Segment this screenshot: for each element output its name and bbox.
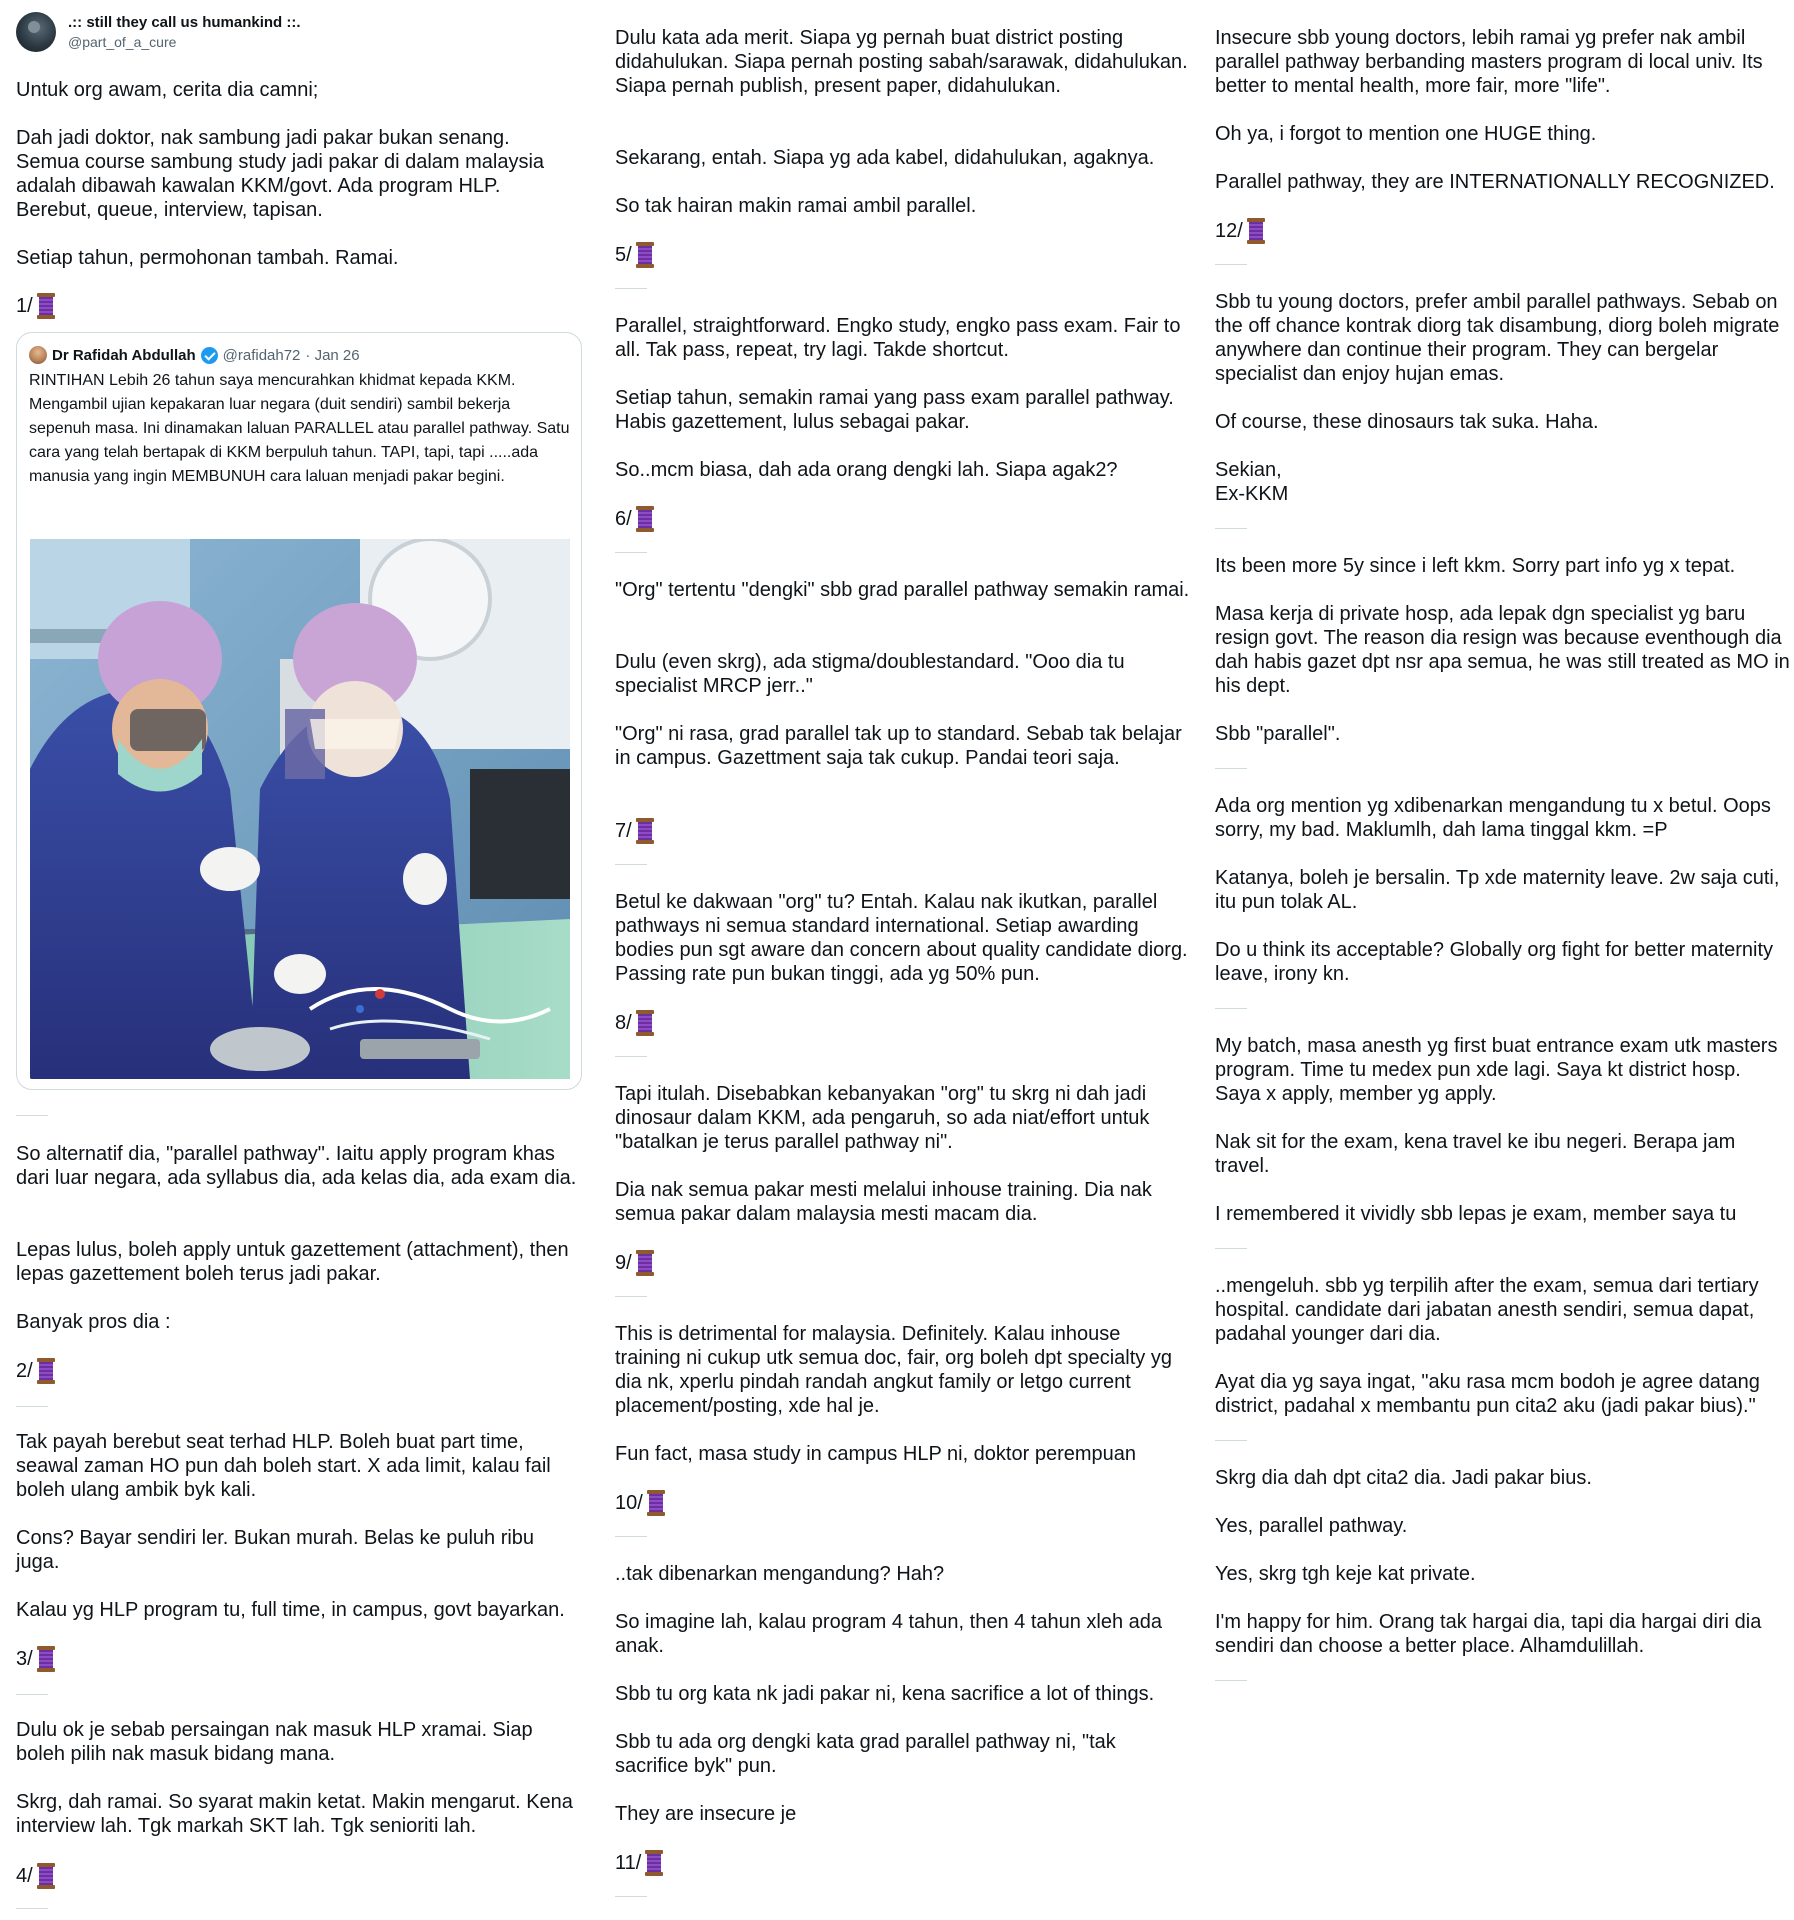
spool-of-thread-icon [35,1646,57,1672]
thread-number-label: 11/ [615,1852,642,1874]
thread-number [615,818,656,844]
surgeons-photo-illustration [30,539,570,1079]
thread-number [615,242,656,268]
divider [615,1536,647,1537]
divider [16,1115,48,1116]
quoted-tweet-photo[interactable] [30,539,570,1079]
tweet-13-signoff: Sekian, Ex-KKM [1215,459,1289,505]
tweet-14-text: Masa kerja di private hosp, ada lepak dgn specialist yg baru resign govt. The reason dia resign was because eventhough dia dah habis gazet dpt nsr apa semua, he was still treated as MO in his dept. [1215,603,1790,697]
quoted-tweet[interactable] [16,332,582,1090]
thread-number-label: 2/ [16,1360,33,1382]
tweet-11-text: ..tak dibenarkan mengandung? Hah? [615,1563,945,1585]
divider [615,1056,647,1057]
tweet-18-text: Yes, parallel pathway. [1215,1515,1408,1537]
thread-number-label: 7/ [615,820,632,842]
quoted-tweet-text: RINTIHAN Lebih 26 tahun saya mencurahkan khidmat kepada KKM. Mengambil ujian kepakaran luar negara (duit sendiri) sambil bekerja sepenuh masa. Ini dinamakan laluan PARALLEL atau parallel pathway. Satu cara yang telah bertapak di KKM berpuluh tahun. TAPI, tapi, tapi .....ada manusia yang ingin MEMBUNUH cara laluan menjadi pakar begini. [29,372,570,485]
thread-number [615,506,656,532]
quoted-tweet-date[interactable]: · Jan 26 [305,346,360,364]
tweet-9-text: Tapi itulah. Disebabkan kebanyakan "org" tu skrg ni dah jadi dinosaur dalam KKM, ada pengaruh, so ada niat/effort untuk "batalkan je terus parallel pathway ni". [615,1083,1150,1153]
tweet-3-text: Tak payah berebut seat terhad HLP. Boleh buat part time, seawal zaman HO pun dah boleh start. X ada limit, kalau fail boleh ulang ambik byk kali. [16,1431,551,1501]
divider [615,288,647,289]
spool-of-thread-icon [634,1010,656,1036]
author-handle[interactable]: @part_of_a_cure [68,34,177,50]
spool-of-thread-icon [35,293,57,319]
spool-of-thread-icon [634,818,656,844]
tweet-12-text: Parallel pathway, they are INTERNATIONALLY RECOGNIZED. [1215,171,1775,193]
tweet-3-text: Cons? Bayar sendiri ler. Bukan murah. Belas ke puluh ribu juga. [16,1527,535,1573]
thread-number-label: 9/ [615,1252,632,1274]
thread-number [16,1646,57,1672]
tweet-12-text: Insecure sbb young doctors, lebih ramai yg prefer nak ambil parallel pathway berbanding masters program di local univ. Its better to mental health, more fair, more "life". [1215,27,1763,97]
tweet-14-text: Sbb "parallel". [1215,723,1341,745]
tweet-4-text: Skrg, dah ramai. So syarat makin ketat. Makin mengarut. Kena interview lah. Tgk markah SKT lah. Tgk senioriti lah. [16,1791,573,1837]
spool-of-thread-icon [634,1250,656,1276]
tweet-5-text: So tak hairan makin ramai ambil parallel. [615,195,977,217]
divider [1215,1248,1247,1249]
tweet-6-text: Setiap tahun, semakin ramai yang pass exam parallel pathway. Habis gazettement, lulus sebagai pakar. [615,387,1174,433]
divider [16,1908,48,1909]
tweet-6-text: So..mcm biasa, dah ada orang dengki lah. Siapa agak2? [615,459,1118,481]
thread-number-label: 5/ [615,244,632,266]
thread-number-label: 1/ [16,295,33,317]
divider [615,552,647,553]
thread-number-label: 3/ [16,1648,33,1670]
tweet-7-text: "Org" ni rasa, grad parallel tak up to standard. Sebab tak belajar in campus. Gazettment saja tak cukup. Pandai teori saja. [615,723,1182,769]
spool-of-thread-icon [643,1850,665,1876]
tweet-5-text: Sekarang, entah. Siapa yg ada kabel, didahulukan, agaknya. [615,147,1155,169]
thread-number [615,1490,667,1516]
tweet-15-text: Ada org mention yg xdibenarkan mengandung tu x betul. Oops sorry, my bad. Maklumlh, dah lama tinggal kkm. =P [1215,795,1771,841]
divider [16,1694,48,1695]
thread-number [16,1358,57,1384]
tweet-1-text: Untuk org awam, cerita dia camni; [16,79,319,101]
divider [1215,1440,1247,1441]
tweet-10-text: Fun fact, masa study in campus HLP ni, doktor perempuan [615,1443,1137,1465]
thread-number-label: 6/ [615,508,632,530]
thread-number [1215,218,1267,244]
divider [1215,768,1247,769]
thread-number-label: 12/ [1215,220,1243,242]
tweet-8-text: Betul ke dakwaan "org" tu? Entah. Kalau nak ikutkan, parallel pathways ni semua standard international. Setiap awarding bodies pun sgt aware dan concern about quality candidate diorg. Passing rate pun bukan tinggi, ada yg 50% pun. [615,891,1188,985]
tweet-11-text: Sbb tu org kata nk jadi pakar ni, kena sacrifice a lot of things. [615,1683,1155,1705]
avatar[interactable] [16,12,56,52]
tweet-17-text: ..mengeluh. sbb yg terpilih after the exam, semua dari tertiary hospital. candidate dari jabatan anesth sendiri, semua dapat, padahal younger dari dia. [1215,1275,1759,1345]
quoted-author-handle[interactable]: @rafidah72 [222,346,301,364]
tweet-16-text: I remembered it vividly sbb lepas je exam, member saya tu [1215,1203,1737,1225]
tweet-18-text: Skrg dia dah dpt cita2 dia. Jadi pakar bius. [1215,1467,1592,1489]
spool-of-thread-icon [634,242,656,268]
tweet-15-text: Katanya, boleh je bersalin. Tp xde maternity leave. 2w saja cuti, itu pun tolak AL. [1215,867,1780,913]
tweet-18-text: I'm happy for him. Orang tak hargai dia, tapi dia hargai diri dia sendiri dan choose a better place. Alhamdulillah. [1215,1611,1762,1657]
tweet-7-text: Dulu (even skrg), ada stigma/doublestandard. "Ooo dia tu specialist MRCP jerr.." [615,651,1125,697]
spool-of-thread-icon [35,1358,57,1384]
tweet-15-text: Do u think its acceptable? Globally org fight for better maternity leave, irony kn. [1215,939,1774,985]
tweet-2-text: Banyak pros dia : [16,1311,171,1333]
tweet-11-text: So imagine lah, kalau program 4 tahun, then 4 tahun xleh ada anak. [615,1611,1163,1657]
spool-of-thread-icon [1245,218,1267,244]
tweet-9-text: Dia nak semua pakar mesti melalui inhouse training. Dia nak semua pakar dalam malaysia mesti macam dia. [615,1179,1152,1225]
tweet-1-text: Dah jadi doktor, nak sambung jadi pakar bukan senang. Semua course sambung study jadi pakar di dalam malaysia adalah dibawah kawalan KKM/govt. Ada program HLP. Berebut, queue, interview, tapisan. [16,127,545,221]
quoted-author-name[interactable]: Dr Rafidah Abdullah [52,346,196,364]
tweet-4-text: Dulu ok je sebab persaingan nak masuk HLP xramai. Siap boleh pilih nak masuk bidang mana. [16,1719,533,1765]
tweet-2-text: Lepas lulus, boleh apply untuk gazettement (attachment), then lepas gazettement boleh terus jadi pakar. [16,1239,569,1285]
thread-number [615,1850,665,1876]
tweet-13-text: Sbb tu young doctors, prefer ambil parallel pathways. Sebab on the off chance kontrak diorg tak disambung, diorg boleh migrate anywhere dan continue their program. They can bergelar specialist dan enjoy hujan emas. [1215,291,1780,385]
tweet-7-text: "Org" tertentu "dengki" sbb grad parallel pathway semakin ramai. [615,579,1190,601]
thread-number [615,1010,656,1036]
tweet-17-text: Ayat dia yg saya ingat, "aku rasa mcm bodoh je agree datang district, padahal x membantu pun cita2 aku (jadi pakar bius)." [1215,1371,1760,1417]
verified-badge-icon [201,347,218,364]
tweet-6-text: Parallel, straightforward. Engko study, engko pass exam. Fair to all. Tak pass, repeat, try lagi. Takde shortcut. [615,315,1181,361]
tweet-14-text: Its been more 5y since i left kkm. Sorry part info yg x tepat. [1215,555,1736,577]
author-name[interactable]: .:: still they call us humankind ::. [68,14,301,31]
tweet-3-text: Kalau yg HLP program tu, full time, in campus, govt bayarkan. [16,1599,565,1621]
quoted-tweet-header [29,345,360,365]
divider [16,1406,48,1407]
spool-of-thread-icon [35,1863,57,1889]
divider [615,864,647,865]
tweet-12-text: Oh ya, i forgot to mention one HUGE thing. [1215,123,1597,145]
thread-number-label: 8/ [615,1012,632,1034]
tweet-18-text: Yes, skrg tgh keje kat private. [1215,1563,1476,1585]
thread-number [16,1863,57,1889]
tweet-11-text: Sbb tu ada org dengki kata grad parallel pathway ni, "tak sacrifice byk" pun. [615,1731,1116,1777]
tweet-2-text: So alternatif dia, "parallel pathway". Iaitu apply program khas dari luar negara, ada syllabus dia, ada kelas dia, ada exam dia. [16,1143,577,1189]
tweet-10-text: This is detrimental for malaysia. Definitely. Kalau inhouse training ni cukup utk semua doc, fair, org boleh dpt specialty yg dia nk, xperlu pindah randah angkut family or letgo current placement/posting, xde hal je. [615,1323,1172,1417]
divider [1215,1680,1247,1681]
tweet-1-text: Setiap tahun, permohonan tambah. Ramai. [16,247,399,269]
spool-of-thread-icon [645,1490,667,1516]
spool-of-thread-icon [634,506,656,532]
tweet-11-text: They are insecure je [615,1803,797,1825]
thread-number-label: 4/ [16,1865,33,1887]
divider [615,1296,647,1297]
divider [615,1896,647,1897]
divider [1215,528,1247,529]
divider [1215,264,1247,265]
tweet-5-text: Dulu kata ada merit. Siapa yg pernah buat district posting didahulukan. Siapa pernah posting sabah/sarawak, didahulukan. Siapa pernah publish, present paper, didahulukan. [615,27,1188,97]
thread-number [16,293,57,319]
tweet-16-text: Nak sit for the exam, kena travel ke ibu negeri. Berapa jam travel. [1215,1131,1736,1177]
quoted-avatar[interactable] [29,346,47,364]
thread-number-label: 10/ [615,1492,643,1514]
divider [1215,1008,1247,1009]
tweet-16-text: My batch, masa anesth yg first buat entrance exam utk masters program. Time tu medex pun xde lagi. Saya kt district hosp. Saya x apply, member yg apply. [1215,1035,1778,1105]
tweet-13-text: Of course, these dinosaurs tak suka. Haha. [1215,411,1599,433]
thread-number [615,1250,656,1276]
